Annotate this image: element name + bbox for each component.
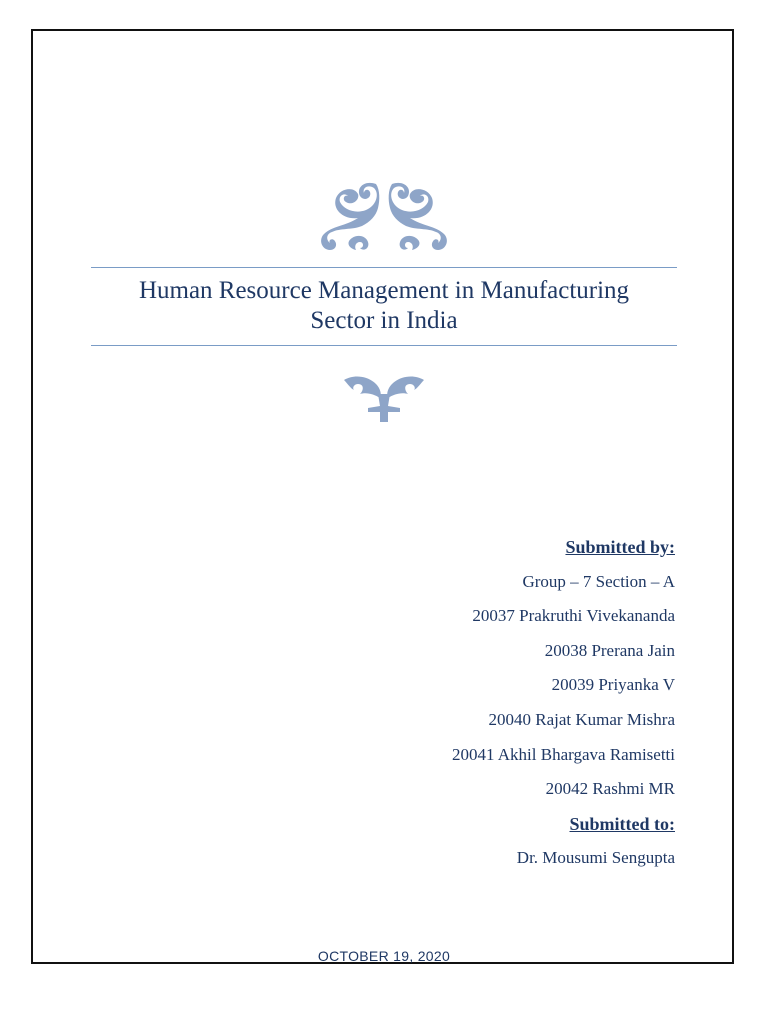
- submission-details: [275, 530, 675, 876]
- title-line-1: Human Resource Management in Manufacturing: [138, 277, 630, 304]
- title-rule-bottom: [91, 345, 677, 346]
- group-line: Group – 7 Section – A: [522, 571, 675, 591]
- title-line-2: Sector in India: [310, 307, 458, 334]
- member-line: 20041 Akhil Bhargava Ramisetti: [451, 744, 675, 764]
- document-title: [91, 276, 677, 336]
- submitted-to-heading: Submitted to:: [569, 813, 675, 834]
- submitted-by-heading: Submitted by:: [565, 537, 675, 557]
- title-rule-top: [91, 267, 677, 268]
- member-line: 20037 Prakruthi Vivekananda: [472, 606, 675, 626]
- document-date: OCTOBER 19, 2020: [317, 948, 451, 964]
- submitted-to-name: Dr. Mousumi Sengupta: [516, 848, 675, 868]
- floral-finial-icon: [340, 370, 428, 424]
- member-line: 20038 Prerana Jain: [544, 640, 675, 660]
- member-line: 20042 Rashmi MR: [545, 779, 675, 799]
- member-line: 20039 Priyanka V: [551, 675, 675, 695]
- floral-scroll-icon: [304, 176, 464, 256]
- member-line: 20040 Rajat Kumar Mishra: [488, 709, 675, 729]
